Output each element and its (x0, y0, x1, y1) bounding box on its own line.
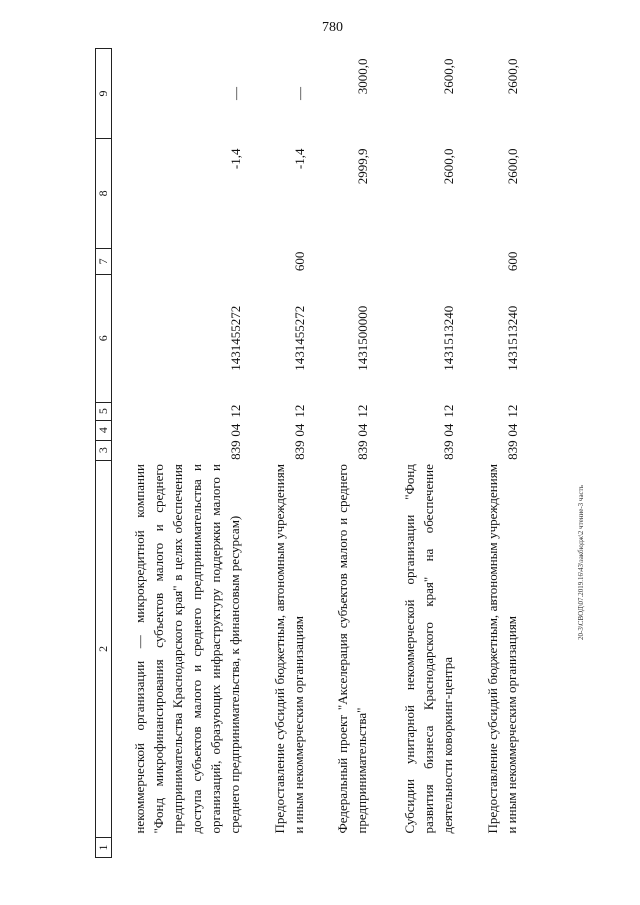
table-row (112, 49, 252, 858)
cell-section: 04 (291, 423, 307, 437)
cell-amount-1: 2600,0 (504, 148, 520, 185)
cell-subsection: 12 (291, 404, 307, 418)
cell-subsection: 12 (227, 404, 243, 418)
table-row (379, 49, 465, 858)
column-header: 1 (96, 838, 112, 858)
cell-amount-1: 2999,9 (354, 148, 370, 185)
cell-expense-type (112, 248, 252, 274)
empty-cell (252, 838, 316, 858)
header-row (96, 49, 112, 858)
cell-section: 04 (227, 423, 243, 437)
cell-target-article: 1431513240 (440, 305, 456, 371)
cell-target-article: 1431455272 (291, 305, 307, 371)
cell-ministry: 839 (440, 440, 456, 460)
cell-expense-type (379, 248, 465, 274)
table-row (252, 49, 316, 858)
cell-subsection: 12 (440, 404, 456, 418)
cell-section: 04 (354, 423, 370, 437)
row-description: Субсидии унитарной некоммерческой организации "Фонд развития бизнеса Краснодарского края" на обеспечение деятельности коворкинг-центра (401, 464, 455, 834)
cell-ministry: 839 (291, 440, 307, 460)
cell-target-article: 1431513240 (504, 305, 520, 371)
row-description: Предоставление субсидий бюджетным, автономным учреждениям и иным некоммерческим организациям (484, 464, 519, 834)
cell-amount-1: 2600,0 (440, 148, 456, 185)
column-header: 7 (96, 248, 112, 274)
cell-amount-2: 3000,0 (354, 58, 370, 95)
column-header: 5 (96, 402, 112, 420)
cell-amount-1: -1,4 (291, 148, 307, 170)
row-description: Предоставление субсидий бюджетным, автономным учреждениям и иным некоммерческим организациям (271, 464, 306, 834)
empty-cell (379, 838, 465, 858)
row-description: Федеральный проект "Акселерация субъектов малого и среднего предпринимательства" (334, 464, 369, 834)
column-header: 4 (96, 420, 112, 440)
cell-ministry: 839 (504, 440, 520, 460)
cell-ministry: 839 (227, 440, 243, 460)
cell-target-article: 1431455272 (227, 305, 243, 371)
empty-cell (112, 838, 252, 858)
cell-subsection: 12 (504, 404, 520, 418)
budget-table-sheet (95, 48, 563, 858)
empty-cell (465, 838, 529, 858)
cell-subsection: 12 (354, 404, 370, 418)
cell-expense-type (316, 248, 379, 274)
cell-amount-1: -1,4 (227, 148, 243, 170)
cell-expense-type: 600 (504, 251, 520, 272)
cell-amount-2: 2600,0 (504, 58, 520, 95)
column-header: 9 (96, 49, 112, 139)
empty-cell (316, 838, 379, 858)
cell-ministry: 839 (354, 440, 370, 460)
row-description: некоммерческой организации — микрокредитной компании "Фонд микрофинансирования субъектов малого и среднего предпринимательства Краснодарского края" в целях обеспечения доступа субъектов малого и среднего предпринимательства и организаций, образующих инфраструктуру поддержки малого и среднего предпринимательства, к финансовым ресурсам) (131, 464, 242, 834)
cell-amount-2: 2600,0 (440, 58, 456, 95)
cell-amount-2: — (291, 86, 307, 100)
cell-section: 04 (504, 423, 520, 437)
column-header: 2 (96, 460, 112, 837)
column-header: 8 (96, 138, 112, 248)
cell-amount-2: — (227, 86, 243, 100)
column-header: 3 (96, 440, 112, 460)
cell-target-article: 1431500000 (354, 305, 370, 371)
table-row (465, 49, 529, 858)
cell-expense-type: 600 (291, 251, 307, 272)
budget-table (95, 48, 529, 858)
cell-section: 04 (440, 423, 456, 437)
column-header: 6 (96, 274, 112, 402)
table-row (316, 49, 379, 858)
page-number: 780 (322, 20, 343, 35)
file-path-note: 20-3\СВОД\07.2019.16\43\закбюдж\2 чтение-3 часть (577, 485, 585, 640)
